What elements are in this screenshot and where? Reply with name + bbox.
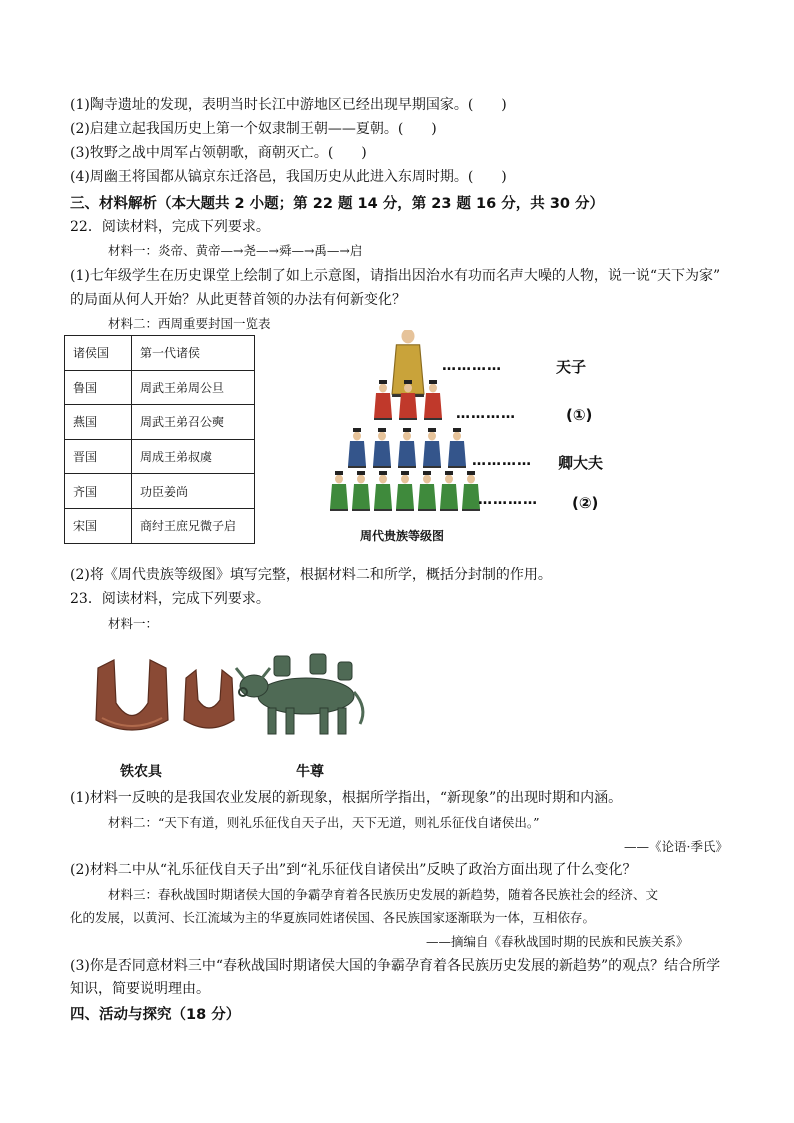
table-cell: 功臣姜尚 (132, 474, 255, 509)
judgment-item-4: (4)周幽王将国都从镐京东迁洛邑，我国历史从此进入东周时期。( ) (70, 169, 507, 185)
table-row (65, 370, 255, 405)
dots-4: ………… (478, 492, 538, 508)
table-cell: 第一代诸侯 (132, 336, 255, 371)
dots-3: ………… (472, 453, 532, 469)
q23-sub1: (1)材料一反映的是我国农业发展的新现象，根据所学指出，“新现象”的出现时期和内涵。 (70, 790, 623, 806)
q23-material2-source: ——《论语·季氏》 (624, 839, 728, 854)
caption-ox-zun: 牛尊 (296, 764, 324, 780)
scholars-figures (330, 471, 480, 511)
pyramid-caption: 周代贵族等级图 (360, 529, 445, 543)
judgment-item-1: (1)陶寺遗址的发现，表明当时长江中游地区已经出现早期国家。( ) (70, 97, 507, 113)
table-cell: 商纣王庶兄微子启 (132, 508, 255, 543)
judgment-item-3: (3)牧野之战中周军占领朝歌，商朝灭亡。( ) (70, 145, 367, 161)
q22-material1: 材料一：炎帝、黄帝—→尧—→舜—→禹—→启 (108, 243, 363, 258)
section-4-title: 四、活动与探究（18 分） (70, 1007, 241, 1023)
table-cell: 齐国 (65, 474, 132, 509)
judgment-item-2: (2)启建立起我国历史上第一个奴隶制王朝——夏朝。( ) (70, 121, 437, 137)
q22-sub1-line1: (1)七年级学生在历史课堂上绘制了如上示意图，请指出因治水有功而名声大噪的人物，说一说“天下为家” (70, 268, 721, 284)
ox-zun (236, 654, 363, 734)
q22-material2-title: 材料二：西周重要封国一览表 (108, 316, 271, 331)
feudal-lords-figures (374, 380, 442, 420)
ministers-figures (348, 428, 466, 468)
label-blank-1: (①) (566, 406, 593, 424)
q22-sub1-line2: 的局面从何人开始？从此更替首领的办法有何新变化？ (70, 292, 406, 308)
q22-sub2: (2)将《周代贵族等级图》填写完整，根据材料二和所学，概括分封制的作用。 (70, 567, 552, 583)
label-tianzi: 天子 (556, 358, 587, 376)
label-blank-2: (②) (572, 494, 599, 512)
table-row (65, 336, 255, 371)
q23-material1-label: 材料一： (108, 616, 159, 631)
q23-material3-line1: 材料三：春秋战国时期诸侯大国的争霸孕育着各民族历史发展的新趋势，随着各民族社会的经济、文 (108, 887, 659, 902)
dots-1: ………… (442, 358, 502, 374)
table-cell: 诸侯国 (65, 336, 132, 371)
table-cell: 周成王弟叔虞 (132, 439, 255, 474)
table-cell: 周武王弟周公旦 (132, 370, 255, 405)
table-row (65, 474, 255, 509)
table-row (65, 508, 255, 543)
iron-tool-small (184, 670, 234, 728)
q23-material3-source: ——摘编自《春秋战国时期的民族和民族关系》 (426, 934, 689, 949)
table-cell: 宋国 (65, 508, 132, 543)
q23-sub3-line2: 知识，简要说明理由。 (70, 981, 210, 997)
q23-material3-line2: 化的发展，以黄河、长江流域为主的华夏族同姓诸侯国、各民族国家逐渐联为一体，互相依存。 (70, 910, 596, 925)
table-cell: 燕国 (65, 405, 132, 440)
table-cell: 鲁国 (65, 370, 132, 405)
table-cell: 周武王弟召公奭 (132, 405, 255, 440)
table-cell: 晋国 (65, 439, 132, 474)
table-row (65, 439, 255, 474)
iron-tools-and-ox-zun-image (88, 648, 373, 743)
dots-2: ………… (456, 406, 516, 422)
q22-stem: 22．阅读材料，完成下列要求。 (70, 219, 270, 235)
q23-sub3-line1: (3)你是否同意材料三中“春秋战国时期诸侯大国的争霸孕育着各民族历史发展的新趋势”的观点？结合所学 (70, 958, 721, 974)
q23-material2: 材料二：“天下有道，则礼乐征伐自天子出，天下无道，则礼乐征伐自诸侯出。” (108, 815, 540, 830)
q23-stem: 23．阅读材料，完成下列要求。 (70, 591, 270, 607)
label-qingdafu: 卿大夫 (558, 454, 604, 472)
table-row (65, 405, 255, 440)
q23-sub2: (2)材料二中从“礼乐征伐自天子出”到“礼乐征伐自诸侯出”反映了政治方面出现了什么变化？ (70, 862, 637, 878)
fief-table (64, 335, 255, 544)
caption-iron-tools: 铁农具 (120, 764, 162, 780)
section-3-title: 三、材料解析（本大题共 2 小题；第 22 题 14 分，第 23 题 16 分，共 30 分） (70, 196, 605, 212)
